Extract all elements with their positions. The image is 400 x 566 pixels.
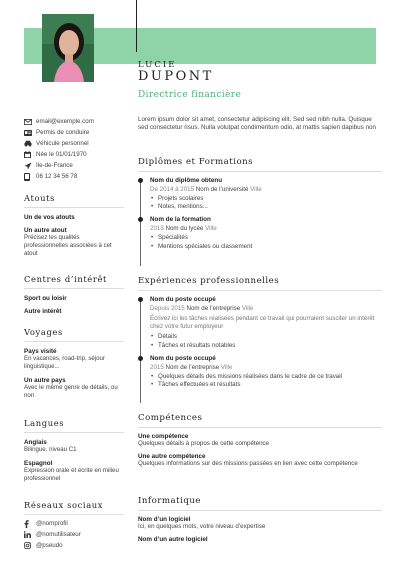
langue-text: Bilingue, niveau C1: [24, 446, 77, 453]
competences-section: [138, 413, 382, 468]
section-title: Centres d’intérêt: [24, 274, 107, 284]
voyage-text: Avec le même genre de détails, ou non: [24, 384, 118, 399]
interet-item: Sport ou loisir: [24, 295, 67, 302]
formation-city: Ville: [250, 186, 262, 193]
contact-vehicle: Véhicule personnel: [24, 138, 128, 149]
voyage-title: Pays visité: [24, 348, 57, 355]
email-icon: [24, 119, 36, 125]
section-title: Compétences: [138, 413, 203, 423]
formation-entry: [150, 177, 382, 211]
section-title: Expériences professionnelles: [138, 276, 280, 286]
competence-title: Une autre compétence: [138, 453, 206, 461]
software-text: Ici, en quelques mots, votre niveau d’expertise: [138, 523, 266, 530]
experience-entry: [150, 355, 382, 389]
section-title: Diplômes et Formations: [138, 157, 254, 167]
formation-date: 2013: [150, 225, 164, 233]
experiences-timeline: [138, 296, 382, 389]
timeline-dot: [138, 297, 143, 302]
section-divider: [24, 207, 124, 208]
experience-title: Nom du poste occupé: [150, 296, 216, 303]
experience-entry: [150, 296, 382, 350]
section-divider: [24, 341, 124, 342]
experience-city: Ville: [241, 305, 254, 312]
section-title: Atouts: [24, 193, 55, 203]
atouts-section: [24, 193, 124, 258]
atout-title: Un autre atout: [24, 227, 67, 234]
competence-text: Quelques informations sur des missions passées en lien avec cette compétence: [138, 460, 358, 468]
instagram-icon: [24, 542, 36, 549]
formation-school: Nom du lycée: [165, 225, 204, 233]
interet-item: Autre intérêt: [24, 308, 62, 315]
section-title: Informatique: [138, 496, 201, 506]
contact-location: Ile-de-France: [24, 160, 128, 171]
experience-meta: [150, 364, 382, 371]
section-divider: [138, 427, 382, 428]
experience-date: 2015: [150, 363, 164, 371]
competence-text: Quelques détails à propos de cette compétence: [138, 440, 270, 447]
section-divider: [24, 288, 124, 289]
section-divider: [138, 290, 382, 291]
contact-birthdate: Née le 01/01/1970: [24, 149, 128, 160]
formation-entry: [150, 216, 382, 250]
voyage-title: Un autre pays: [24, 377, 66, 384]
section-divider: [24, 514, 124, 515]
profile-photo: [42, 14, 94, 82]
timeline-line: [140, 299, 141, 403]
section-title: Réseaux sociaux: [24, 500, 104, 510]
langue-text: Expression orale et écrite en milieu professionnel: [24, 467, 119, 482]
list-item: • Mentions spéciales ou classement: [150, 243, 382, 251]
section-divider: [138, 171, 382, 172]
contact-license: Permis de conduire: [24, 127, 128, 138]
list-item: • Quelques détails des missions réalisées dans le cadre de ce travail: [150, 373, 382, 381]
facebook-icon: [24, 520, 36, 528]
social-instagram[interactable]: @pseudo: [24, 540, 124, 551]
section-title: Voyages: [24, 327, 63, 337]
timeline-dot: [138, 217, 143, 222]
experience-description: Écrivez ici les tâches réalisées pendant ce travail qui pourraient susciter un intérêt chez votre futur employeur: [150, 315, 375, 331]
voyages-section: [24, 327, 124, 400]
social-facebook[interactable]: @nomprofil: [24, 518, 124, 529]
contact-list: [24, 116, 128, 182]
formations-section: [138, 157, 382, 256]
langue-title: Anglais: [24, 439, 47, 446]
interets-section: [24, 274, 124, 315]
list-item: • Spécialités: [150, 234, 382, 242]
linkedin-icon: [24, 531, 36, 538]
formation-details: [150, 234, 382, 250]
experience-details: [150, 373, 382, 389]
experience-details: [150, 333, 382, 349]
list-item: • Détails: [150, 333, 382, 341]
location-icon: [24, 162, 36, 170]
formation-city: Ville: [205, 225, 217, 233]
section-divider: [24, 432, 124, 433]
formation-title: Nom de la formation: [150, 216, 211, 224]
profile-summary: Lorem ipsum dolor sit amet, consectetur adipiscing elit. Sed sed nibh nulla. Quisque sed consectetur risus. Nulla volutpat condimentum odio, at mattis sapien dapibus non: [138, 116, 377, 132]
formation-meta: [150, 225, 382, 232]
formation-school: Nom de l’université: [195, 186, 249, 193]
list-item: • Tâches et résultats notables: [150, 342, 382, 350]
experience-title: Nom du poste occupé: [150, 354, 216, 362]
calendar-icon: [24, 151, 36, 158]
langue-title: Espagnol: [24, 460, 53, 467]
software-title: Nom d’un autre logiciel: [138, 536, 208, 544]
last-name: DUPONT: [138, 69, 214, 84]
id-card-icon: [24, 130, 36, 136]
formations-timeline: [138, 177, 382, 251]
competence-title: Une compétence: [138, 433, 189, 440]
experience-date: Depuis 2015: [150, 305, 185, 312]
phone-icon: [24, 173, 36, 181]
atout-title: Un de vos atouts: [24, 214, 75, 221]
experience-company: Nom de l’entreprise: [186, 305, 241, 312]
job-title: Directrice financière: [138, 90, 242, 100]
section-title: Langues: [24, 418, 65, 428]
reseaux-section: [24, 500, 124, 551]
langues-section: [24, 418, 124, 483]
atout-text: Précisez les qualités professionnelles associées à cet atout: [24, 234, 112, 257]
section-divider: [138, 510, 382, 511]
formation-details: [150, 195, 382, 211]
social-linkedin[interactable]: @nomutilisateur: [24, 529, 124, 540]
contact-email: email@exemple.com: [24, 116, 128, 127]
timeline-dot: [138, 178, 143, 183]
timeline-line: [140, 180, 141, 266]
list-item: • Projets scolaires: [150, 195, 382, 203]
contact-phone: 06 12 34 56 78: [24, 171, 128, 182]
formation-title: Nom du diplôme obtenu: [150, 177, 223, 184]
list-item: • Notes, mentions...: [150, 203, 382, 211]
header-divider: [136, 0, 137, 52]
first-name: LUCIE: [138, 60, 177, 70]
formation-meta: [150, 186, 382, 193]
voyage-text: En vacances, road-trip, séjour linguistique...: [24, 355, 105, 370]
experiences-section: [138, 276, 382, 394]
formation-date: De 2014 à 2015: [150, 186, 195, 193]
timeline-dot: [138, 356, 143, 361]
experience-city: Ville: [220, 363, 233, 371]
list-item: • Tâches effectuées et résultats: [150, 381, 382, 389]
informatique-section: [138, 496, 382, 543]
experience-company: Nom de l’entreprise: [165, 363, 220, 371]
experience-meta: [150, 305, 382, 312]
car-icon: [24, 140, 36, 147]
software-title: Nom d’un logiciel: [138, 516, 191, 523]
